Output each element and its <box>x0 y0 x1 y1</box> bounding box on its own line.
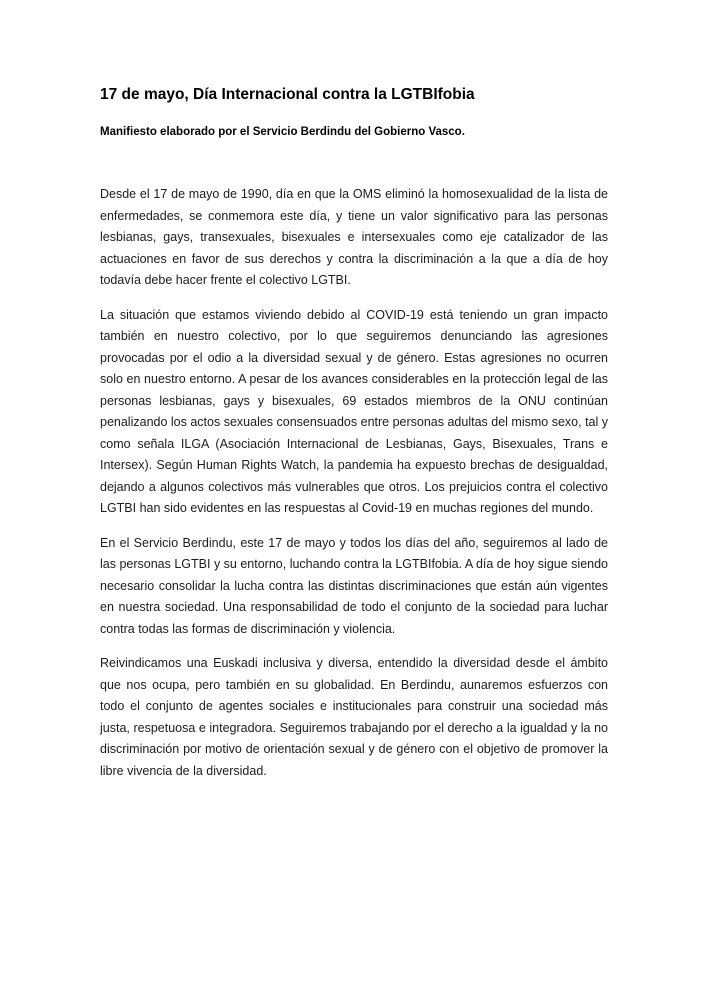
paragraph-intro-17-mayo: Desde el 17 de mayo de 1990, día en que la OMS eliminó la homosexualidad de la lista de enfermedades, se conmemora este día, y tiene un valor significativo para las personas lesbianas, gays, transexuales, bisexuales e intersexuales como eje catalizador de las actuaciones en favor de sus derechos y contra la discriminación a la que a día de hoy todavía debe hacer frente el colectivo LGTBI. <box>100 187 608 288</box>
paragraph-covid-impacto: La situación que estamos viviendo debido al COVID-19 está teniendo un gran impacto también en nuestro colectivo, por lo que seguiremos denunciando las agresiones provocadas por el odio a la diversidad sexual y de género. Estas agresiones no ocurren solo en nuestro entorno. A pesar de los avances considerables en la protección legal de las personas lesbianas, gays y bisexuales, 69 estados miembros de la ONU continúan penalizando los actos sexuales consensuados entre personas adultas del mismo sexo, tal y como señala ILGA (Asociación Internacional de Lesbianas, Gays, Bisexuales, Trans e Intersex). Según Human Rights Watch, la pandemia ha expuesto brechas de desigualdad, dejando a algunos colectivos más vulnerables que otros. Los prejuicios contra el colectivo LGTBI han sido evidentes en las respuestas al Covid-19 en muchas regiones del mundo. <box>100 307 608 516</box>
document-title: 17 de mayo, Día Internacional contra la LGTBIfobia <box>100 86 475 103</box>
paragraph-servicio-berdindu: En el Servicio Berdindu, este 17 de mayo y todos los días del año, seguiremos al lado de las personas LGTBI y su entorno, luchando contra la LGTBIfobia. A día de hoy sigue siendo necesario consolidar la lucha contra las distintas discriminaciones que están aún vigentes en nuestra sociedad. Una responsabilidad de todo el conjunto de la sociedad para luchar contra todas las formas de discriminación y violencia. <box>100 535 608 636</box>
document-subtitle: Manifiesto elaborado por el Servicio Berdindu del Gobierno Vasco. <box>100 125 465 138</box>
paragraph-euskadi-inclusiva: Reivindicamos una Euskadi inclusiva y diversa, entendido la diversidad desde el ámbito que nos ocupa, pero también en su globalidad. En Berdindu, aunaremos esfuerzos con todo el conjunto de agentes sociales e institucionales para construir una sociedad más justa, respetuosa e integradora. Seguiremos trabajando por el derecho a la igualdad y la no discriminación por motivo de orientación sexual y de género con el objetivo de promover la libre vivencia de la diversidad. <box>100 656 608 778</box>
